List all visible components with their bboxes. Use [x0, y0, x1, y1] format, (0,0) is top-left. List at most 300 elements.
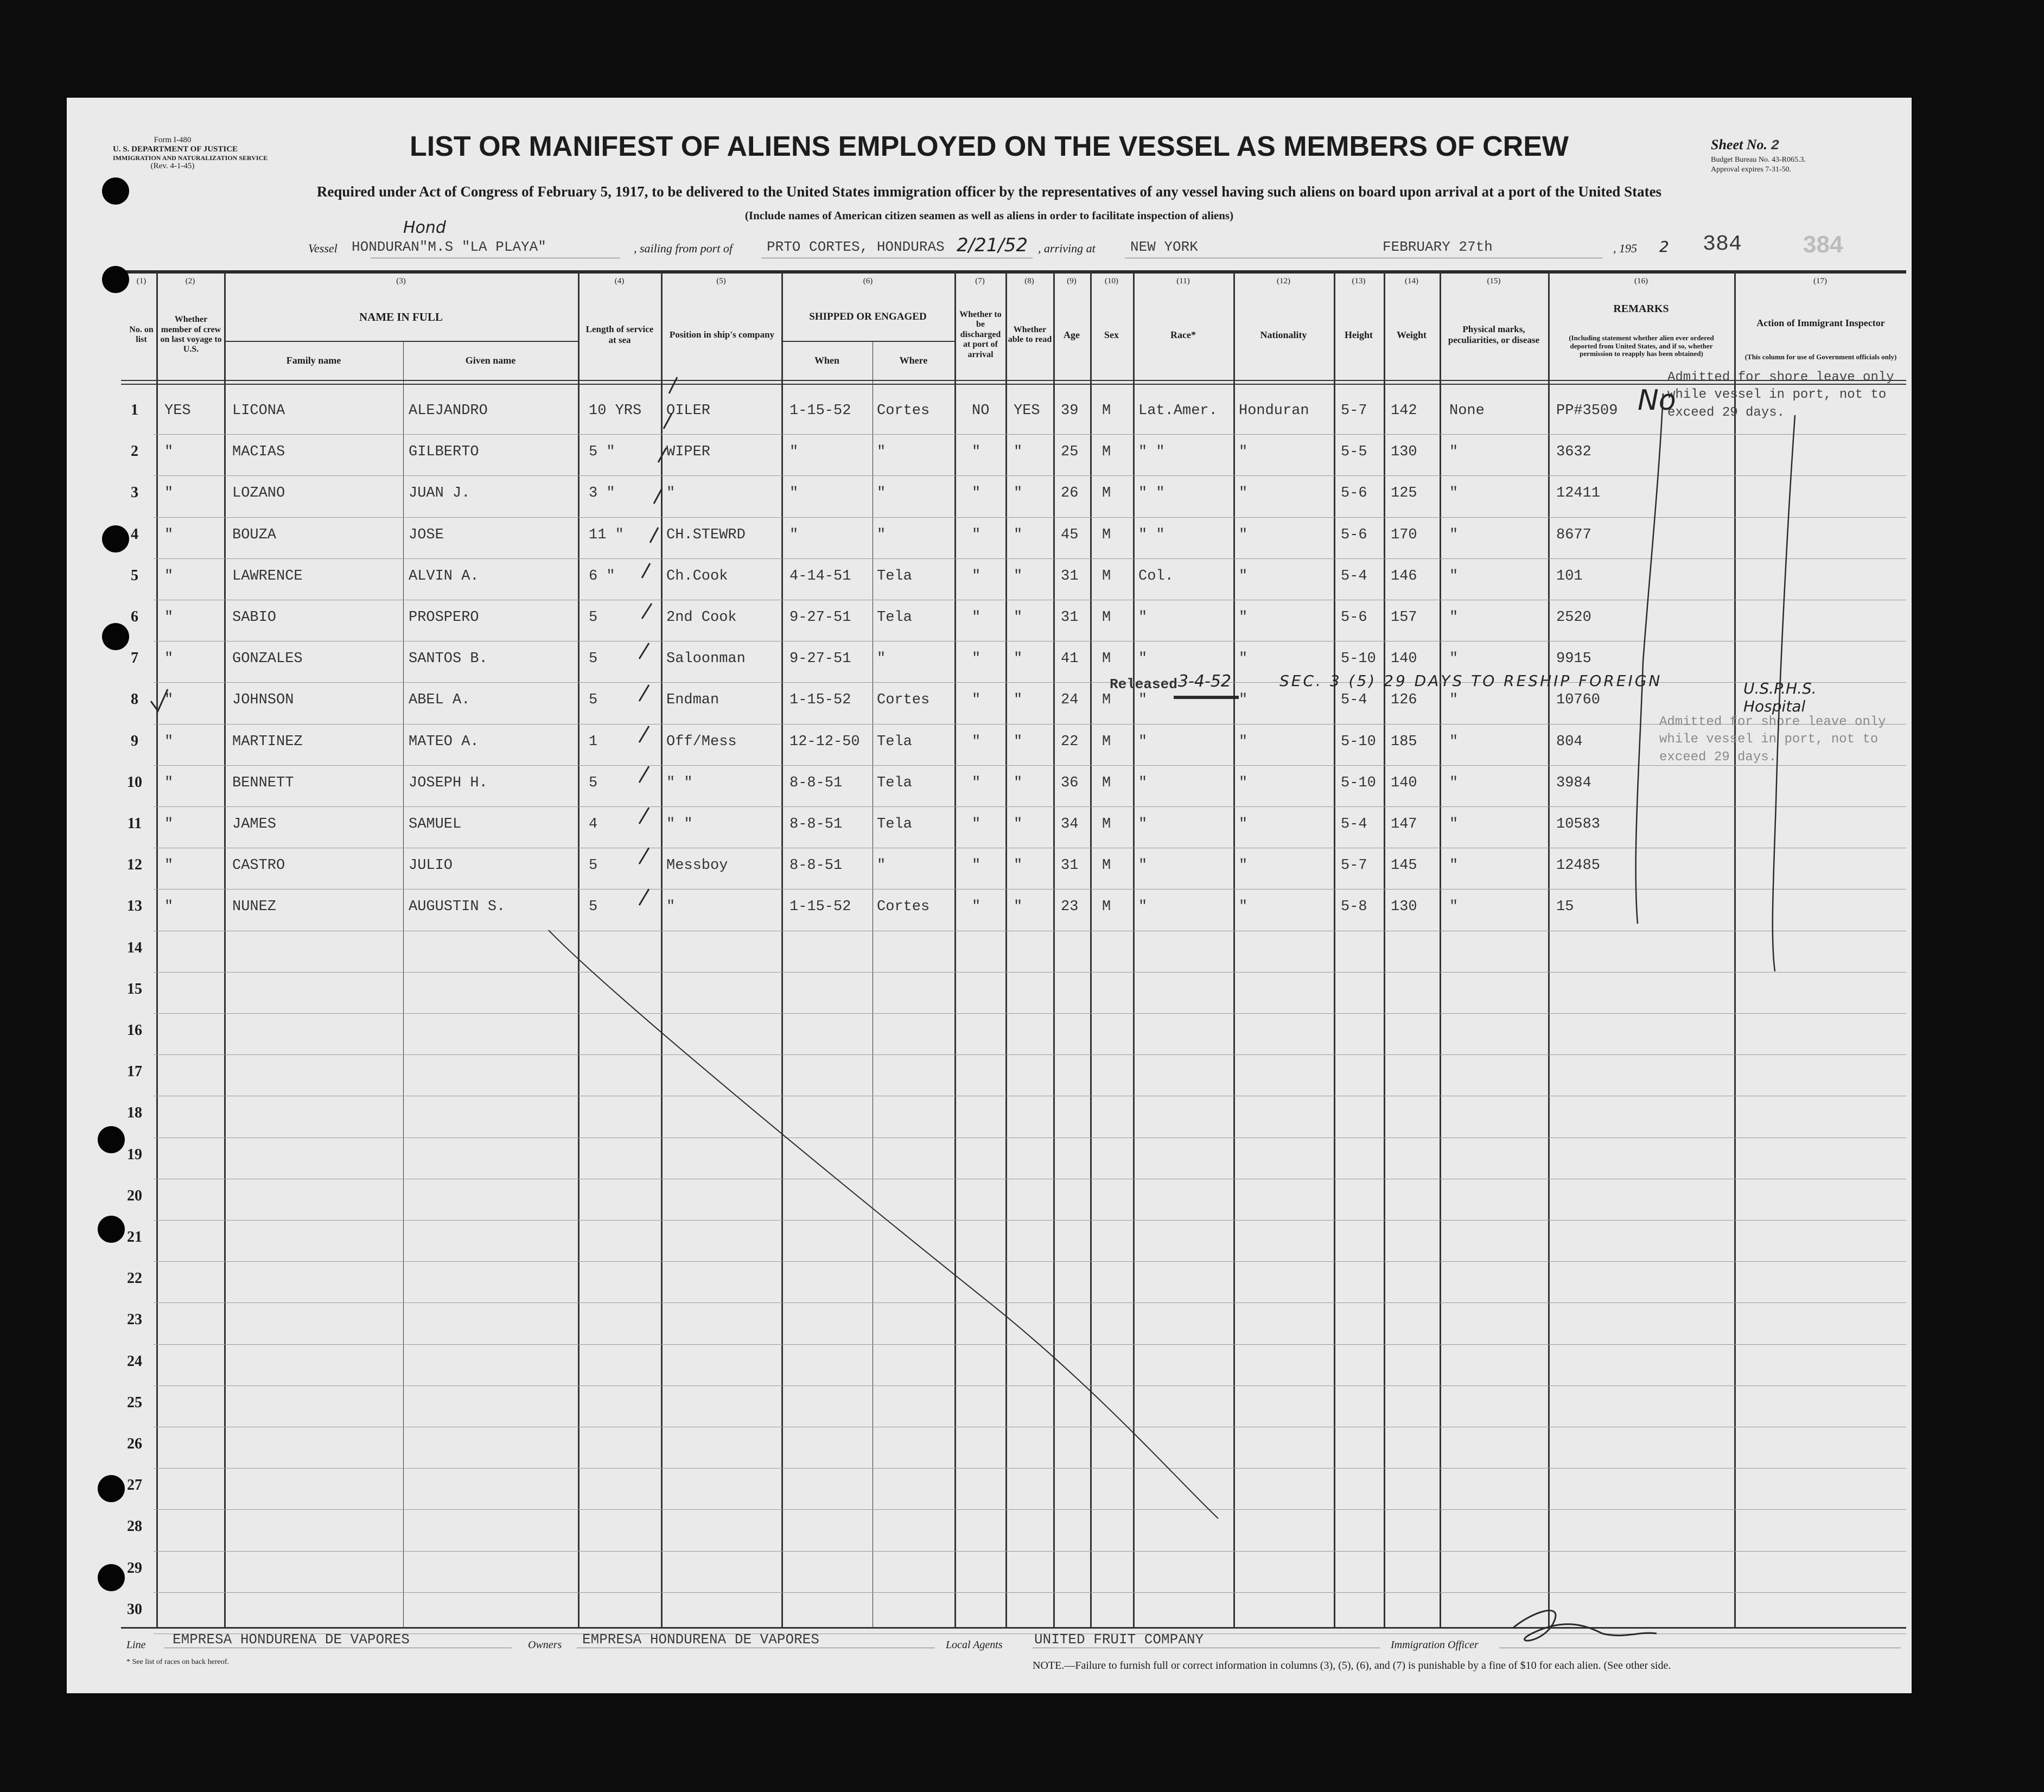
races-footnote: * See list of races on back hereof. [126, 1658, 229, 1666]
nationality-cell: " [1239, 816, 1248, 833]
family-name-cell: LOZANO [232, 485, 285, 502]
sex-cell: M [1102, 568, 1111, 584]
age-cell: 24 [1061, 692, 1079, 709]
col-num-16: (16) [1634, 277, 1648, 285]
height-cell: 5-5 [1341, 444, 1367, 461]
shipped-when-cell: 1-15-52 [789, 692, 851, 709]
discharged-cell: " [972, 774, 981, 791]
age-cell: 34 [1061, 816, 1079, 833]
header-able-to-read: Whether able to read [1008, 325, 1052, 344]
discharged-cell: " [972, 485, 981, 502]
row-number: 14 [127, 939, 142, 956]
height-cell: 5-4 [1341, 692, 1367, 709]
col-num-7: (7) [975, 277, 985, 285]
given-name-cell: GILBERTO [409, 444, 479, 461]
shipped-when-cell: 4-14-51 [789, 568, 851, 584]
penalty-note: NOTE.—Failure to furnish full or correct information in columns (3), (5), (6), and (7) is punishable by a fine of $10 for each alien. (See other side. [1033, 1660, 1671, 1672]
physical-marks-cell: None [1449, 403, 1485, 419]
footer-owners-label: Owners [528, 1639, 562, 1651]
family-name-cell: SABIO [232, 609, 277, 626]
able-to-read-cell: " [1014, 651, 1023, 668]
sex-cell: M [1102, 651, 1111, 668]
vessel-label: Vessel [308, 242, 338, 255]
position-cell: WIPER [666, 444, 711, 461]
footer-owners-value: EMPRESA HONDURENA DE VAPORES [582, 1631, 819, 1648]
crew-last-voyage-cell: " [164, 899, 174, 916]
row-number: 2 [131, 443, 138, 460]
col-num-11: (11) [1176, 277, 1190, 285]
shipped-when-cell: " [789, 444, 799, 461]
discharged-cell: " [972, 857, 981, 874]
race-cell: " [1138, 857, 1148, 874]
physical-marks-cell: " [1449, 444, 1459, 461]
binder-hole [102, 623, 129, 650]
able-to-read-cell: " [1014, 485, 1023, 502]
physical-marks-cell: " [1449, 526, 1459, 543]
header-length-of-service: Length of service at sea [585, 324, 654, 345]
row-number: 21 [127, 1229, 142, 1245]
tick-mark [639, 726, 649, 742]
header-where: Where [899, 354, 928, 366]
released-label: Released [1110, 676, 1177, 692]
weight-cell: 126 [1391, 692, 1417, 709]
remarks-cell: 12485 [1556, 857, 1601, 874]
footer-officer-label: Immigration Officer [1391, 1639, 1479, 1651]
officer-signature-stroke [1513, 1611, 1657, 1641]
discharged-cell: NO [972, 403, 990, 419]
sex-cell: M [1102, 444, 1111, 461]
position-cell: " [666, 485, 676, 502]
height-cell: 5-10 [1341, 651, 1376, 668]
row-number: 6 [131, 608, 138, 625]
sheet-label: Sheet No. [1711, 137, 1767, 152]
family-name-cell: MARTINEZ [232, 733, 303, 750]
hospital-note: U.S.P.H.S. Hospital [1743, 679, 1817, 715]
race-cell: " " [1138, 526, 1165, 543]
crew-last-voyage-cell: " [164, 692, 174, 709]
header-discharged: Whether to be discharged at port of arrival [959, 310, 1002, 359]
position-cell: Saloonman [666, 651, 746, 668]
remarks-vertical-stroke [1636, 393, 1663, 924]
age-cell: 23 [1061, 899, 1079, 916]
crew-last-voyage-cell: " [164, 816, 174, 833]
header-shipped-engaged: SHIPPED OR ENGAGED [809, 311, 927, 323]
header-race: Race* [1170, 329, 1196, 340]
sex-cell: M [1102, 816, 1111, 833]
age-cell: 31 [1061, 857, 1079, 874]
form-dept: U. S. DEPARTMENT OF JUSTICE [113, 145, 238, 154]
row-number: 25 [127, 1394, 142, 1411]
weight-cell: 140 [1391, 651, 1417, 668]
row-number: 10 [127, 773, 142, 791]
col-num-17: (17) [1813, 277, 1827, 285]
weight-cell: 130 [1391, 444, 1417, 461]
header-crew-last-voyage: Whether member of crew on last voyage to U.S. [160, 315, 222, 354]
form-service: IMMIGRATION AND NATURALIZATION SERVICE [113, 154, 268, 162]
cancellation-line [549, 930, 1218, 1518]
col-num-6: (6) [863, 277, 873, 285]
given-name-cell: PROSPERO [409, 609, 479, 626]
row-number: 3 [131, 484, 138, 501]
sailing-date: 2/21/52 [957, 234, 1028, 256]
given-name-cell: JOSE [409, 526, 444, 543]
weight-cell: 157 [1391, 609, 1417, 626]
sex-cell: M [1102, 857, 1111, 874]
shipped-where-cell: Tela [877, 733, 912, 750]
nationality-cell: " [1239, 899, 1248, 916]
shipped-where-cell: Tela [877, 816, 912, 833]
nationality-cell: " [1239, 609, 1248, 626]
tick-mark [650, 528, 658, 543]
age-cell: 26 [1061, 485, 1079, 502]
crew-last-voyage-cell: " [164, 774, 174, 791]
weight-cell: 146 [1391, 568, 1417, 584]
manifest-sheet [67, 98, 1912, 1693]
tick-mark [642, 563, 650, 578]
col-num-4: (4) [614, 277, 625, 285]
header-no-on-list: No. on list [129, 325, 154, 344]
physical-marks-cell: " [1449, 568, 1459, 584]
given-name-cell: JOSEPH H. [409, 774, 488, 791]
arrival-date: FEBRUARY 27th [1383, 239, 1493, 255]
header-age: Age [1064, 329, 1080, 340]
discharged-cell: " [972, 526, 981, 543]
nationality-cell: " [1239, 857, 1248, 874]
binder-hole [98, 1216, 125, 1243]
shipped-when-cell: 9-27-51 [789, 651, 851, 668]
action-vertical-stroke [1773, 415, 1795, 971]
physical-marks-cell: " [1449, 899, 1459, 916]
shipped-where-cell: Cortes [877, 899, 930, 916]
weight-cell: 140 [1391, 774, 1417, 791]
sex-cell: M [1102, 485, 1111, 502]
race-cell: " " [1138, 485, 1165, 502]
shipped-when-cell: 8-8-51 [789, 857, 843, 874]
position-cell: 2nd Cook [666, 609, 737, 626]
footer-agents-label: Local Agents [946, 1639, 1003, 1651]
tick-mark [639, 808, 649, 824]
crew-last-voyage-cell: " [164, 609, 174, 626]
budget-bureau: Budget Bureau No. 43-R065.3. [1711, 156, 1806, 164]
physical-marks-cell: " [1449, 816, 1459, 833]
able-to-read-cell: " [1014, 568, 1023, 584]
header-action-note: (This column for use of Government officials only) [1744, 352, 1897, 361]
remarks-cell: 2520 [1556, 609, 1591, 626]
weight-cell: 130 [1391, 899, 1417, 916]
age-cell: 31 [1061, 568, 1079, 584]
shipped-when-cell: 1-15-52 [789, 899, 851, 916]
shipped-when-cell: 8-8-51 [789, 774, 843, 791]
row-8-check-mark [151, 689, 168, 711]
race-cell: Lat.Amer. [1138, 403, 1218, 419]
shipped-when-cell: 9-27-51 [789, 609, 851, 626]
race-cell: " [1138, 733, 1148, 750]
released-date: 3-4-52 [1178, 672, 1231, 691]
sex-cell: M [1102, 692, 1111, 709]
sex-cell: M [1102, 733, 1111, 750]
col-num-8: (8) [1024, 277, 1034, 285]
height-cell: 5-4 [1341, 816, 1367, 833]
able-to-read-cell: " [1014, 899, 1023, 916]
row-number: 18 [127, 1104, 142, 1122]
header-when: When [814, 354, 839, 366]
service-length-cell: 5 [589, 899, 598, 916]
nationality-cell: " [1239, 692, 1248, 709]
discharged-cell: " [972, 568, 981, 584]
binder-hole [98, 1126, 125, 1153]
shore-leave-stamp-1: Admitted for shore leave only while vessel in port, not to exceed 29 days. [1667, 370, 1894, 420]
service-length-cell: 5 [589, 774, 598, 791]
service-length-cell: 11 " [589, 526, 624, 543]
race-cell: " [1138, 899, 1148, 916]
arriving-label: , arriving at [1038, 242, 1096, 255]
row-number: 4 [131, 525, 138, 543]
family-name-cell: LICONA [232, 403, 285, 419]
able-to-read-cell: " [1014, 733, 1023, 750]
height-cell: 5-8 [1341, 899, 1367, 916]
position-cell: Ch.Cook [666, 568, 728, 584]
remarks-cell: 101 [1556, 568, 1583, 584]
service-length-cell: 4 [589, 816, 598, 833]
physical-marks-cell: " [1449, 733, 1459, 750]
height-cell: 5-10 [1341, 733, 1376, 750]
header-remarks-note: (Including statement whether alien ever ordered deported from United States, and if so, whether permission to reapply has been obtained) [1569, 333, 1714, 358]
row-number: 27 [127, 1477, 142, 1494]
height-cell: 5-6 [1341, 609, 1367, 626]
age-cell: 41 [1061, 651, 1079, 668]
position-cell: " " [666, 816, 693, 833]
header-nationality: Nationality [1260, 329, 1307, 340]
nationality-cell: " [1239, 774, 1248, 791]
tick-mark [654, 488, 662, 504]
family-name-cell: GONZALES [232, 651, 303, 668]
given-name-cell: JULIO [409, 857, 453, 874]
nationality-cell: " [1239, 733, 1248, 750]
header-physical-marks: Physical marks, peculiarities, or disease [1448, 324, 1540, 345]
given-name-cell: MATEO A. [409, 733, 479, 750]
service-length-cell: 10 YRS [589, 403, 642, 419]
col-num-1: (1) [136, 277, 147, 285]
header-height: Height [1345, 329, 1373, 340]
shipped-where-cell: " [877, 857, 886, 874]
family-name-cell: BOUZA [232, 526, 277, 543]
shipped-where-cell: Tela [877, 568, 912, 584]
sailing-port: PRTO CORTES, HONDURAS [767, 239, 945, 255]
family-name-cell: JAMES [232, 816, 277, 833]
remarks-cell: 3984 [1556, 774, 1591, 791]
remarks-cell: 10760 [1556, 692, 1601, 709]
remarks-cell: 804 [1556, 733, 1583, 750]
row-number: 28 [127, 1518, 142, 1535]
discharged-cell: " [972, 899, 981, 916]
row-number: 16 [127, 1022, 142, 1039]
remarks-cell: 10583 [1556, 816, 1601, 833]
family-name-cell: BENNETT [232, 774, 294, 791]
tick-mark [642, 603, 652, 619]
position-cell: Off/Mess [666, 733, 737, 750]
crew-last-voyage-cell: " [164, 651, 174, 668]
able-to-read-cell: " [1014, 857, 1023, 874]
able-to-read-cell: " [1014, 816, 1023, 833]
shipped-where-cell: " [877, 651, 886, 668]
age-cell: 39 [1061, 403, 1079, 419]
col-num-3: (3) [396, 277, 406, 285]
stamp-number-faint: 384 [1803, 231, 1843, 258]
col-num-9: (9) [1067, 277, 1077, 285]
shipped-when-cell: 1-15-52 [789, 403, 851, 419]
crew-last-voyage-cell: " [164, 526, 174, 543]
handwritten-marks [67, 98, 1912, 1693]
weight-cell: 147 [1391, 816, 1417, 833]
given-name-cell: ALVIN A. [409, 568, 479, 584]
height-cell: 5-10 [1341, 774, 1376, 791]
position-cell: CH.STEWRD [666, 526, 746, 543]
shipped-where-cell: Tela [877, 774, 912, 791]
crew-last-voyage-cell: " [164, 733, 174, 750]
age-cell: 36 [1061, 774, 1079, 791]
physical-marks-cell: " [1449, 485, 1459, 502]
tick-mark [639, 889, 649, 905]
race-cell: " [1138, 651, 1148, 668]
vessel-name: HONDURAN"M.S "LA PLAYA" [352, 239, 546, 255]
row-number: 30 [127, 1600, 142, 1618]
footer-line-value: EMPRESA HONDURENA DE VAPORES [173, 1631, 410, 1648]
discharged-cell: " [972, 651, 981, 668]
family-name-cell: JOHNSON [232, 692, 294, 709]
position-cell: OILER [666, 403, 711, 419]
stamp-number: 384 [1703, 232, 1742, 257]
shipped-where-cell: Tela [877, 609, 912, 626]
given-name-cell: SAMUEL [409, 816, 462, 833]
row-number: 13 [127, 898, 142, 915]
nationality-cell: " [1239, 485, 1248, 502]
race-cell: Col. [1138, 568, 1174, 584]
footer-agents-value: UNITED FRUIT COMPANY [1034, 1631, 1204, 1648]
footer-line-label: Line [126, 1639, 146, 1651]
nationality-cell: Honduran [1239, 403, 1309, 419]
family-name-cell: CASTRO [232, 857, 285, 874]
nationality-cell: " [1239, 568, 1248, 584]
height-cell: 5-4 [1341, 568, 1367, 584]
shipped-where-cell: " [877, 444, 886, 461]
binder-hole [98, 1564, 125, 1591]
col-num-14: (14) [1405, 277, 1418, 285]
header-given-name: Given name [465, 354, 516, 366]
height-cell: 5-7 [1341, 403, 1367, 419]
weight-cell: 125 [1391, 485, 1417, 502]
manifest-subtitle2: (Include names of American citizen seamen as well as aliens in order to facilitate inspection of aliens) [744, 209, 1234, 222]
service-length-cell: 5 [589, 651, 598, 668]
tick-mark [669, 377, 677, 393]
col-num-15: (15) [1487, 277, 1501, 285]
position-cell: " [666, 899, 676, 916]
service-length-cell: 3 " [589, 485, 615, 502]
crew-last-voyage-cell: " [164, 485, 174, 502]
physical-marks-cell: " [1449, 774, 1459, 791]
family-name-cell: NUNEZ [232, 899, 277, 916]
physical-marks-cell: " [1449, 651, 1459, 668]
tick-mark [639, 848, 649, 864]
race-cell: " [1138, 692, 1148, 709]
family-name-cell: MACIAS [232, 444, 285, 461]
sheet-number: 2 [1771, 137, 1780, 154]
physical-marks-cell: " [1449, 692, 1459, 709]
able-to-read-cell: " [1014, 609, 1023, 626]
col-num-2: (2) [185, 277, 195, 285]
height-cell: 5-7 [1341, 857, 1367, 874]
race-cell: " [1138, 774, 1148, 791]
given-name-cell: AUGUSTIN S. [409, 899, 506, 916]
given-name-cell: JUAN J. [409, 485, 470, 502]
header-name-in-full: NAME IN FULL [359, 310, 443, 323]
weight-cell: 142 [1391, 403, 1417, 419]
sex-cell: M [1102, 899, 1111, 916]
age-cell: 45 [1061, 526, 1079, 543]
row-number: 26 [127, 1435, 142, 1452]
row-number: 12 [127, 856, 142, 874]
crew-last-voyage-cell: " [164, 444, 174, 461]
able-to-read-cell: " [1014, 774, 1023, 791]
tick-mark [639, 643, 649, 659]
shipped-when-cell: " [789, 485, 799, 502]
nationality-cell: " [1239, 444, 1248, 461]
row-number: 17 [127, 1063, 142, 1081]
sex-cell: M [1102, 403, 1111, 419]
crew-last-voyage-cell: " [164, 568, 174, 584]
position-cell: Endman [666, 692, 719, 709]
released-note: SEC. 3 (5) 29 DAYS TO RESHIP FOREIGN [1279, 672, 1663, 690]
row-number: 1 [131, 402, 138, 418]
col-num-5: (5) [716, 277, 726, 285]
sex-cell: M [1102, 774, 1111, 791]
age-cell: 31 [1061, 609, 1079, 626]
row-number: 15 [127, 980, 142, 997]
sailing-label: , sailing from port of [634, 242, 733, 255]
binder-hole [102, 266, 129, 293]
able-to-read-cell: " [1014, 692, 1023, 709]
age-cell: 25 [1061, 444, 1079, 461]
discharged-cell: " [972, 444, 981, 461]
service-length-cell: 5 " [589, 444, 615, 461]
physical-marks-cell: " [1449, 857, 1459, 874]
row-number: 19 [127, 1146, 142, 1163]
manifest-subtitle: Required under Act of Congress of February 5, 1917, to be delivered to the United States immigration officer by the representatives of any vessel having such aliens on board upon arrival at a port of the United States [316, 183, 1662, 200]
service-length-cell: 5 [589, 609, 598, 626]
weight-cell: 170 [1391, 526, 1417, 543]
sex-cell: M [1102, 609, 1111, 626]
family-name-cell: LAWRENCE [232, 568, 303, 584]
given-name-cell: ABEL A. [409, 692, 470, 709]
remarks-cell: 12411 [1556, 485, 1601, 502]
nationality-cell: " [1239, 651, 1248, 668]
shipped-where-cell: Cortes [877, 403, 930, 419]
manifest-title: LIST OR MANIFEST OF ALIENS EMPLOYED ON THE VESSEL AS MEMBERS OF CREW [410, 131, 1569, 162]
remarks-cell: 9915 [1556, 651, 1591, 668]
header-weight: Weight [1396, 329, 1427, 340]
remarks-cell: 3632 [1556, 444, 1591, 461]
given-name-cell: ALEJANDRO [409, 403, 488, 419]
crew-last-voyage-cell: YES [164, 403, 191, 419]
row-number: 20 [127, 1187, 142, 1204]
crew-last-voyage-cell: " [164, 857, 174, 874]
row-number: 29 [127, 1559, 142, 1577]
height-cell: 5-6 [1341, 526, 1367, 543]
sex-cell: M [1102, 526, 1111, 543]
tick-mark [658, 448, 666, 462]
service-length-cell: 1 [589, 733, 598, 750]
position-cell: " " [666, 774, 693, 791]
header-position: Position in ship's company [669, 329, 775, 340]
